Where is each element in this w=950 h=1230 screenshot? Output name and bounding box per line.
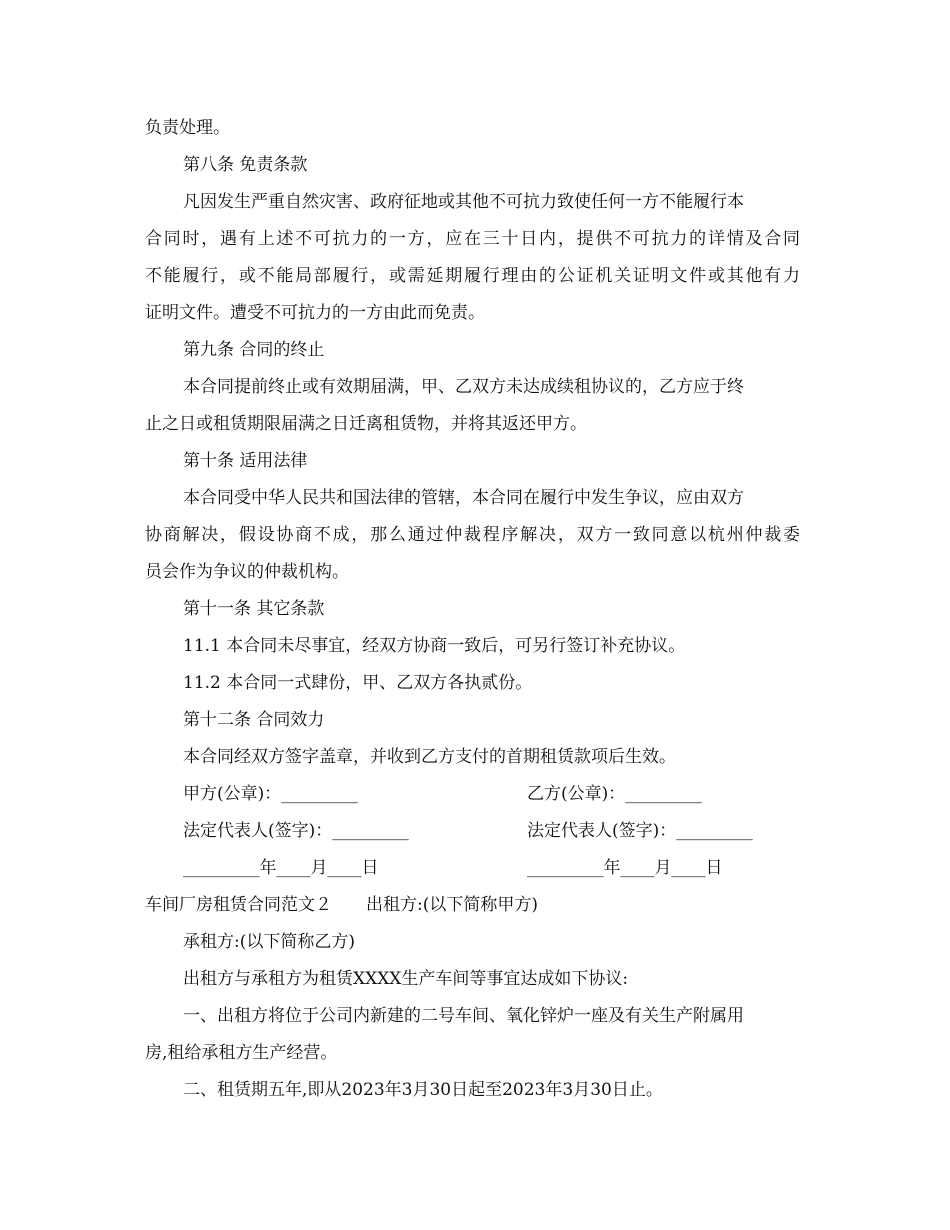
clause-line: 11.1 本合同未尽事宜，经双方协商一致后，可另行签订补充协议。 (183, 636, 686, 656)
clause-line: 11.2 本合同一式肆份，甲、乙双方各执贰份。 (183, 673, 533, 693)
paragraph-line: 一、出租方将位于公司内新建的二号车间、氧化锌炉一座及有关生产附属用 (183, 1006, 744, 1026)
paragraph-line: 房,租给承租方生产经营。 (145, 1043, 338, 1063)
party-a-date: _________年____月____日 (183, 858, 379, 878)
paragraph-line: 员会作为争议的仲裁机构。 (145, 562, 349, 582)
section-heading: 第九条 合同的终止 (183, 340, 325, 360)
paragraph-line: 凡因发生严重自然灾害、政府征地或其他不可抗力致使任何一方不能履行本 (183, 192, 744, 212)
text-line: 负责处理。 (145, 118, 230, 138)
section-heading: 第十一条 其它条款 (183, 599, 325, 619)
party-a-representative: 法定代表人(签字)：_________ (183, 821, 409, 841)
paragraph-line: 本合同经双方签字盖章，并收到乙方支付的首期租赁款项后生效。 (183, 747, 676, 767)
party-a-seal: 甲方(公章)：_________ (183, 784, 358, 804)
section-heading: 第十二条 合同效力 (183, 710, 325, 730)
document-title-line: 车间厂房租赁合同范文２ 出租方:(以下简称甲方) (145, 895, 538, 915)
paragraph-line: 止之日或租赁期限届满之日迁离租赁物，并将其返还甲方。 (145, 414, 587, 434)
paragraph-line: 承租方:(以下简称乙方) (183, 932, 355, 952)
paragraph-line: 协商解决，假设协商不成，那么通过仲裁程序解决，双方一致同意以杭州仲裁委 (145, 525, 800, 545)
paragraph-line: 合同时，遇有上述不可抗力的一方，应在三十日内，提供不可抗力的详情及合同 (145, 229, 800, 249)
paragraph-line: 出租方与承租方为租赁XXXX生产车间等事宜达成如下协议: (183, 969, 629, 989)
paragraph-line: 本合同受中华人民共和国法律的管辖，本合同在履行中发生争议，应由双方 (183, 488, 744, 508)
paragraph-line: 证明文件。遭受不可抗力的一方由此而免责。 (145, 303, 485, 323)
party-b-date: _________年____月____日 (527, 858, 723, 878)
party-b-seal: 乙方(公章)：_________ (527, 784, 702, 804)
section-heading: 第八条 免责条款 (183, 155, 308, 175)
paragraph-line: 不能履行，或不能局部履行，或需延期履行理由的公证机关证明文件或其他有力 (145, 266, 800, 286)
party-b-representative: 法定代表人(签字)：_________ (527, 821, 753, 841)
section-heading: 第十条 适用法律 (183, 451, 308, 471)
paragraph-line: 本合同提前终止或有效期届满，甲、乙双方未达成续租协议的，乙方应于终 (183, 377, 744, 397)
paragraph-line: 二、租赁期五年,即从2023年3月30日起至2023年3月30日止。 (183, 1080, 663, 1100)
